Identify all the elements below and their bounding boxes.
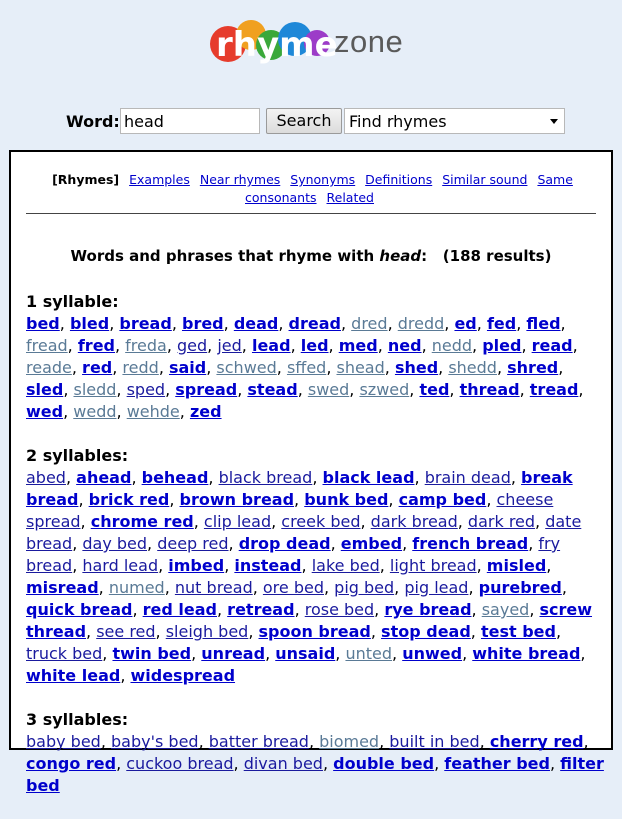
rhyme-link[interactable]: divan bed	[243, 754, 323, 773]
rhyme-link[interactable]: misread	[26, 578, 99, 597]
result-tabs	[11, 171, 611, 207]
results-panel	[9, 150, 613, 795]
rhyme-link[interactable]: nedd	[431, 336, 473, 355]
tab-synonyms[interactable]: Synonyms	[290, 172, 356, 187]
tab-definitions[interactable]: Definitions	[365, 172, 433, 187]
rhyme-link[interactable]: tread	[529, 380, 579, 399]
word-label: Word:	[66, 112, 120, 131]
rhyme-link[interactable]: brain dead	[424, 468, 511, 487]
rhyme-link[interactable]: clip lead	[203, 512, 272, 531]
rhyme-link[interactable]: bred	[181, 314, 224, 333]
rhyme-link[interactable]: retread	[227, 600, 295, 619]
rhyme-link[interactable]: widespread	[130, 666, 236, 685]
heading-prefix: Words and phrases that rhyme with	[70, 247, 375, 265]
rhyme-link[interactable]: bed	[26, 314, 60, 333]
rhyme-link[interactable]: fry bread	[26, 534, 561, 575]
rhyme-link[interactable]: dark red	[467, 512, 536, 531]
rhyme-link[interactable]: white bread	[472, 644, 581, 663]
rhyme-link[interactable]: pig bed	[334, 578, 395, 597]
rhyme-link[interactable]: see red	[96, 622, 156, 641]
results-heading	[11, 247, 611, 265]
rhyme-link[interactable]: ahead	[76, 468, 132, 487]
divider	[26, 213, 596, 214]
rhyme-link[interactable]: built in bed	[389, 732, 480, 751]
rhyme-link[interactable]: black bread	[218, 468, 313, 487]
rhyme-link[interactable]: screw thread	[26, 600, 593, 641]
rhyme-link[interactable]: wedd	[73, 402, 117, 421]
rhyme-link[interactable]: purebred	[478, 578, 562, 597]
rhyme-link[interactable]: misled	[486, 556, 547, 575]
rhyme-link[interactable]: white lead	[26, 666, 121, 685]
rhyme-link[interactable]: unread	[201, 644, 266, 663]
rhymezone-logo[interactable]	[208, 16, 418, 70]
rhyme-link[interactable]: cheese spread	[26, 490, 554, 531]
word-list: abed, ahead, behead, black bread, black lead, brain dead, break bread, brick red, brown bread, bunk bed, camp bed, cheese spread, chrome red, clip lead, creek bed, dark bread, dark red, date bread, day bed, deep red, drop dead, embed, french bread, fry bread, hard lead, imbed, instead, lake bed, light bread, misled, misread, numed, nut bread, ore bed, pig bed, pig lead, purebred, quick bread, red lead, retread, rose bed, rye bread, sayed, screw thread, see red, sleigh bed, spoon bread, stop dead, test bed, truck bed, twin bed, unread, unsaid, unted, unwed, white bread, white lead, widespread	[26, 468, 593, 685]
rhyme-link[interactable]: szwed	[359, 380, 410, 399]
rhyme-link[interactable]: stop dead	[381, 622, 471, 641]
rhyme-link[interactable]: dread	[288, 314, 341, 333]
rhyme-link[interactable]: unted	[345, 644, 393, 663]
rhyme-link[interactable]: break bread	[26, 468, 573, 509]
results-count: (188 results)	[442, 247, 552, 265]
rhyme-link[interactable]: sleigh bed	[165, 622, 249, 641]
rhyme-link[interactable]: pig lead	[404, 578, 469, 597]
rhyme-link[interactable]: fed	[486, 314, 517, 333]
tab-near-rhymes[interactable]: Near rhymes	[199, 172, 281, 187]
rhyme-link[interactable]: brick red	[88, 490, 170, 509]
heading-word: head	[379, 247, 422, 265]
tab-rhymes: [Rhymes]	[52, 172, 120, 187]
rhyme-link[interactable]: ore bed	[262, 578, 324, 597]
rhyme-link[interactable]: read	[531, 336, 573, 355]
rhyme-link[interactable]: bled	[69, 314, 110, 333]
rhyme-link[interactable]: freda	[125, 336, 167, 355]
rhyme-link[interactable]: said	[168, 358, 207, 377]
results-list	[26, 291, 606, 819]
rhyme-link[interactable]: creek bed	[281, 512, 361, 531]
word-list: bed, bled, bread, bred, dead, dread, dred, dredd, ed, fed, fled, fread, fred, freda, ged, jed, lead, led, med, ned, nedd, pled, read, reade, red, redd, said, schwed, sffed, shead, shed, shedd, shred, sled, sledd, sped, spread, stead, swed, szwed, ted, thread, tread, wed, wedd, wehde, zed	[26, 314, 584, 421]
syllable-heading: 2 syllables:	[26, 446, 129, 465]
rhyme-link[interactable]: abed	[26, 468, 66, 487]
rhyme-link[interactable]: sped	[126, 380, 166, 399]
rhyme-link[interactable]: cuckoo bread	[126, 754, 234, 773]
mode-select-value: Find rhymes	[349, 112, 447, 131]
rhyme-link[interactable]: zed	[189, 402, 222, 421]
syllable-section	[26, 291, 606, 423]
rhyme-link[interactable]: lead	[251, 336, 291, 355]
rhyme-link[interactable]: biomed	[319, 732, 380, 751]
logo-text: rhyme	[216, 25, 338, 65]
rhyme-link[interactable]: batter bread	[208, 732, 309, 751]
rhyme-link[interactable]: sffed	[286, 358, 327, 377]
rhyme-link[interactable]: truck bed	[26, 644, 103, 663]
rhyme-link[interactable]: embed	[340, 534, 403, 553]
rhyme-link[interactable]: rye bread	[384, 600, 472, 619]
rhyme-link[interactable]: double bed	[333, 754, 435, 773]
rhyme-link[interactable]: quick bread	[26, 600, 133, 619]
rhyme-link[interactable]: dredd	[397, 314, 445, 333]
rhyme-link[interactable]: swed	[307, 380, 350, 399]
rhyme-link[interactable]: pled	[482, 336, 522, 355]
rhyme-link[interactable]: deep red	[157, 534, 229, 553]
rhyme-link[interactable]: baby bed	[26, 732, 101, 751]
word-input[interactable]: head	[120, 108, 260, 134]
rhyme-link[interactable]: shead	[336, 358, 385, 377]
rhyme-link[interactable]: numed	[108, 578, 165, 597]
rhyme-link[interactable]: day bed	[82, 534, 148, 553]
rhyme-link[interactable]: dred	[351, 314, 388, 333]
mode-select[interactable]	[344, 108, 565, 134]
tab-same-consonants[interactable]: Same consonants	[245, 172, 573, 205]
rhyme-link[interactable]: fread	[26, 336, 68, 355]
rhyme-link[interactable]: jed	[217, 336, 242, 355]
rhyme-link[interactable]: test bed	[480, 622, 556, 641]
rhyme-link[interactable]: feather bed	[444, 754, 550, 773]
rhyme-link[interactable]: med	[338, 336, 378, 355]
rhyme-link[interactable]: schwed	[216, 358, 277, 377]
rhyme-link[interactable]: fled	[526, 314, 561, 333]
rhyme-link[interactable]: cherry red	[489, 732, 584, 751]
search-button[interactable]: Search	[266, 108, 342, 134]
rhyme-link[interactable]: filter bed	[26, 754, 604, 795]
rhyme-link[interactable]: ged	[177, 336, 208, 355]
rhyme-link[interactable]: bread	[119, 314, 172, 333]
word-list: baby bed, baby's bed, batter bread, biomed, built in bed, cherry red, congo red, cuckoo bread, divan bed, double bed, feather bed, filter bed	[26, 732, 604, 795]
tab-related[interactable]: Related	[326, 190, 374, 205]
rhyme-link[interactable]: spread	[175, 380, 238, 399]
syllable-section	[26, 709, 606, 797]
heading-colon: :	[421, 247, 428, 265]
rhyme-link[interactable]: unwed	[402, 644, 463, 663]
rhyme-link[interactable]: date bread	[26, 512, 582, 553]
rhyme-link[interactable]: imbed	[168, 556, 225, 575]
syllable-heading: 1 syllable:	[26, 292, 119, 311]
rhyme-link[interactable]: nut bread	[174, 578, 253, 597]
rhyme-link[interactable]: bunk bed	[304, 490, 389, 509]
rhyme-link[interactable]: drop dead	[238, 534, 331, 553]
rhyme-link[interactable]: behead	[141, 468, 209, 487]
rhyme-link[interactable]: ned	[387, 336, 422, 355]
logo-zone-text: zone	[334, 24, 404, 59]
rhyme-link[interactable]: stead	[247, 380, 298, 399]
rhyme-link[interactable]: red	[82, 358, 113, 377]
rhyme-link[interactable]: red lead	[142, 600, 217, 619]
rhyme-link[interactable]: unsaid	[275, 644, 336, 663]
rhyme-link[interactable]: sayed	[481, 600, 530, 619]
rhyme-link[interactable]: rose bed	[304, 600, 375, 619]
dropdown-arrow-icon	[550, 119, 558, 124]
rhyme-link[interactable]: redd	[122, 358, 159, 377]
rhyme-link[interactable]: ted	[419, 380, 450, 399]
rhyme-link[interactable]: reade	[26, 358, 72, 377]
rhyme-link[interactable]: twin bed	[112, 644, 192, 663]
rhyme-link[interactable]: baby's bed	[111, 732, 199, 751]
rhyme-link[interactable]: lake bed	[311, 556, 380, 575]
rhyme-link[interactable]: dark bread	[370, 512, 458, 531]
rhyme-link[interactable]: light bread	[389, 556, 477, 575]
tab-examples[interactable]: Examples	[129, 172, 190, 187]
rhyme-link[interactable]: wed	[26, 402, 64, 421]
rhyme-link[interactable]: fred	[77, 336, 115, 355]
rhyme-link[interactable]: sled	[26, 380, 64, 399]
rhyme-link[interactable]: chrome red	[90, 512, 194, 531]
rhyme-link[interactable]: shedd	[448, 358, 497, 377]
rhyme-link[interactable]: black lead	[322, 468, 415, 487]
rhyme-link[interactable]: hard lead	[82, 556, 159, 575]
search-form	[0, 108, 622, 136]
rhyme-link[interactable]: camp bed	[398, 490, 487, 509]
rhyme-link[interactable]: french bread	[412, 534, 529, 553]
rhyme-link[interactable]: thread	[459, 380, 520, 399]
rhyme-link[interactable]: instead	[234, 556, 302, 575]
rhyme-link[interactable]: shred	[507, 358, 559, 377]
rhyme-link[interactable]: spoon bread	[258, 622, 371, 641]
rhyme-link[interactable]: brown bread	[179, 490, 295, 509]
syllable-heading: 3 syllables:	[26, 710, 129, 729]
rhyme-link[interactable]: dead	[233, 314, 279, 333]
tab-similar-sound[interactable]: Similar sound	[442, 172, 528, 187]
rhyme-link[interactable]: wehde	[126, 402, 180, 421]
syllable-section	[26, 445, 606, 687]
rhyme-link[interactable]: shed	[394, 358, 439, 377]
rhyme-link[interactable]: congo red	[26, 754, 117, 773]
rhyme-link[interactable]: led	[300, 336, 329, 355]
rhyme-link[interactable]: sledd	[73, 380, 117, 399]
rhyme-link[interactable]: ed	[454, 314, 477, 333]
